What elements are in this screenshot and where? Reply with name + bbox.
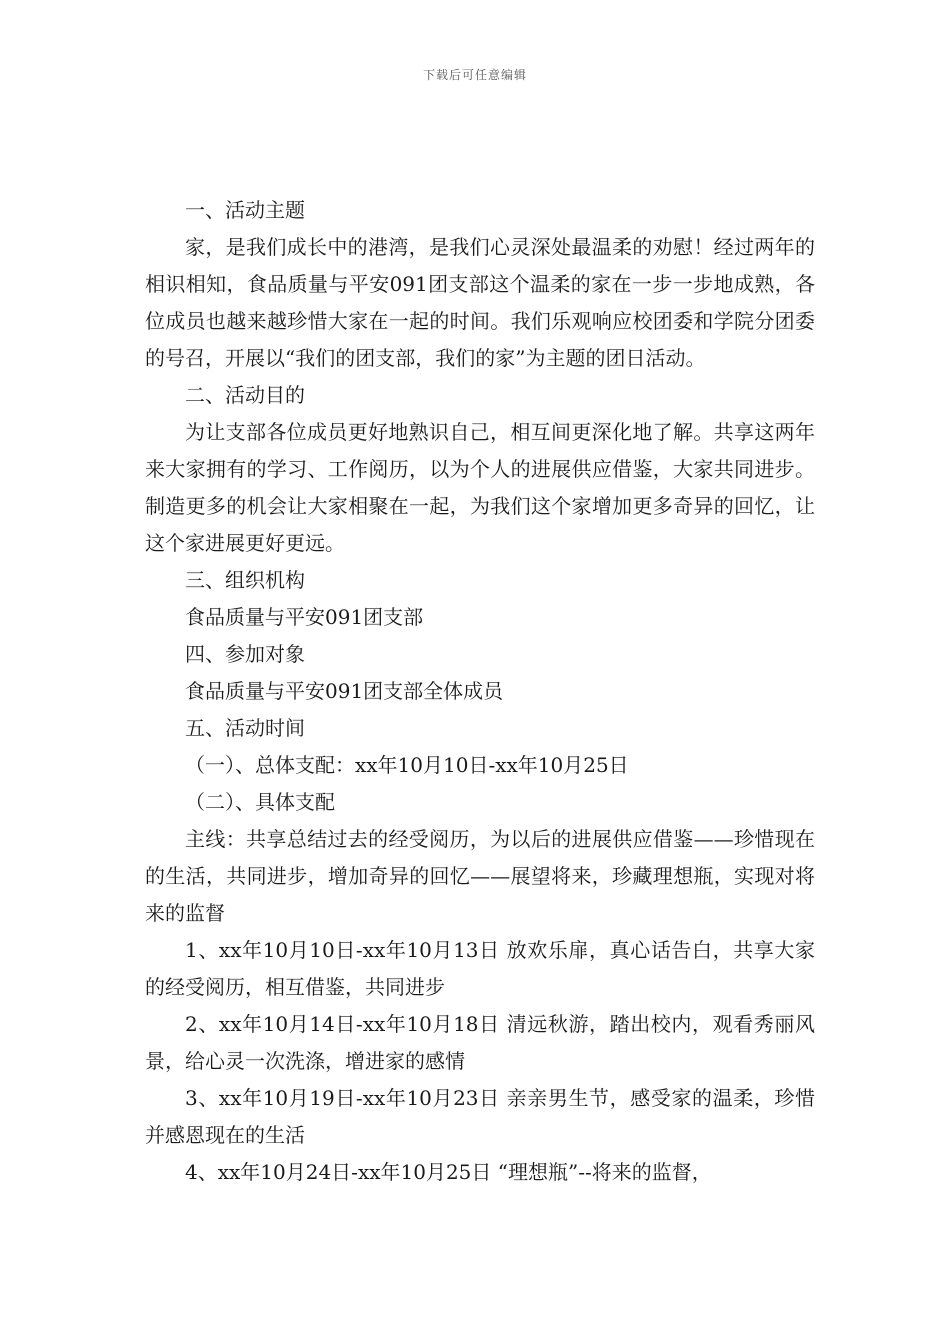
paragraph-theme-body: 家，是我们成长中的港湾，是我们心灵深处最温柔的劝慰！经过两年的相识相知，食品质量与平安091团支部这个温柔的家在一步一步地成熟，各位成员也越来越珍惜大家在一起的时间。我们乐观响应校团委和学院分团委的号召，开展以“我们的团支部，我们的家”为主题的团日活动。: [145, 235, 815, 370]
schedule-item-4: 4、xx年10月24日-xx年10月25日 “理想瓶”--将来的监督，: [185, 1160, 712, 1184]
header-note: 下载后可任意编辑: [422, 68, 527, 82]
heading-activity-purpose: 二、活动目的: [185, 383, 305, 407]
paragraph-organization: 食品质量与平安091团支部: [185, 605, 424, 629]
schedule-item-1: 1、xx年10月10日-xx年10月13日 放欢乐扉，真心话告白，共享大家的经受阅历，相互借鉴，共同进步: [145, 938, 815, 999]
document-body: [145, 192, 815, 1191]
paragraph-main-line: 主线：共享总结过去的经受阅历，为以后的进展供应借鉴——珍惜现在的生活，共同进步，增加奇异的回忆——展望将来，珍藏理想瓶，实现对将来的监督: [145, 827, 815, 925]
schedule-item-3: 3、xx年10月19日-xx年10月23日 亲亲男生节，感受家的温柔，珍惜并感恩现在的生活: [145, 1086, 815, 1147]
paragraph-purpose-body: 为让支部各位成员更好地熟识自己，相互间更深化地了解。共享这两年来大家拥有的学习、工作阅历，以为个人的进展供应借鉴，大家共同进步。制造更多的机会让大家相聚在一起，为我们这个家增加更多奇异的回忆，让这个家进展更好更远。: [145, 420, 815, 555]
heading-activity-theme: 一、活动主题: [185, 198, 305, 222]
heading-organization: 三、组织机构: [185, 568, 305, 592]
heading-participants: 四、参加对象: [185, 642, 305, 666]
schedule-item-2: 2、xx年10月14日-xx年10月18日 清远秋游，踏出校内，观看秀丽风景，给心灵一次洗涤，增进家的感情: [145, 1012, 815, 1073]
paragraph-participants: 食品质量与平安091团支部全体成员: [185, 679, 504, 703]
paragraph-overall-schedule: （一）、总体支配：xx年10月10日-xx年10月25日: [185, 753, 629, 777]
heading-detailed-schedule: （二）、具体支配: [185, 790, 335, 814]
heading-activity-time: 五、活动时间: [185, 716, 305, 740]
